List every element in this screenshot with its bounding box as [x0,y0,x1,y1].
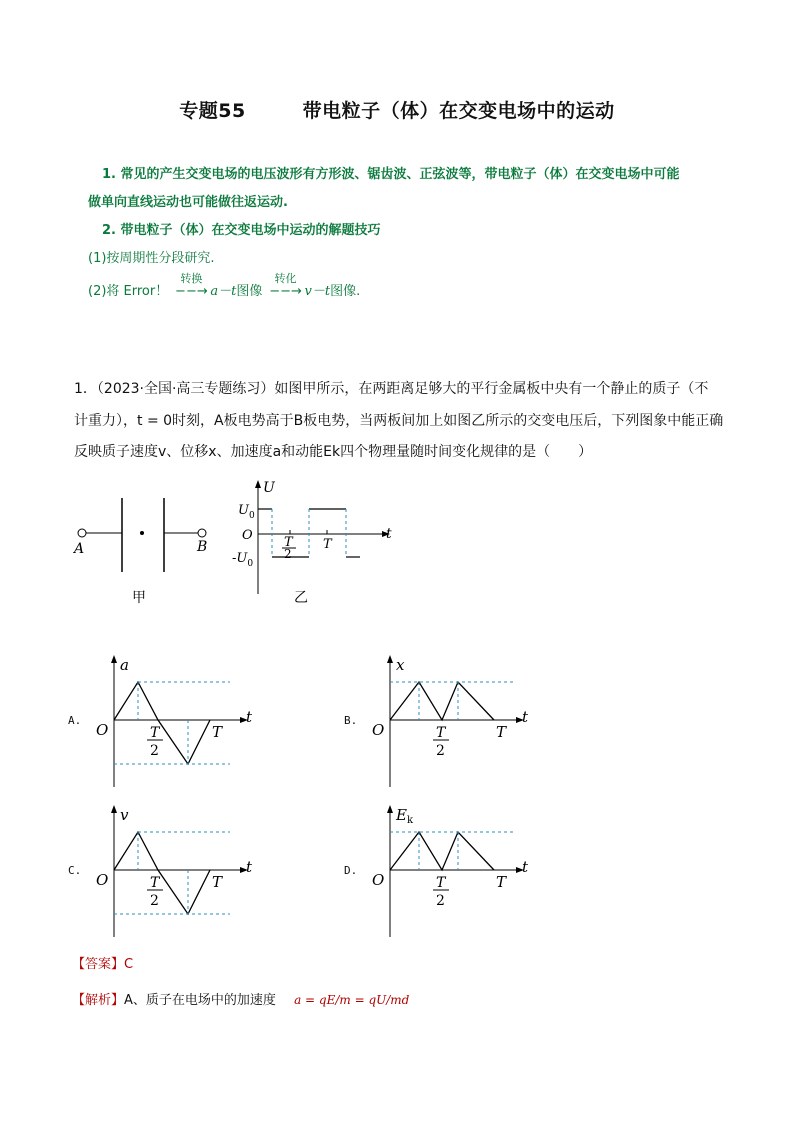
tip-4-c: 图像 [236,284,263,299]
tip-3: (1)按周期性分段研究. [88,251,215,266]
option-graph [370,802,570,942]
period-label: T [496,723,507,741]
y-axis-label: a [120,656,129,674]
y-axis-label: x [396,656,405,674]
label-b: B [197,539,208,555]
origin-label: O [372,871,385,889]
answer-line: 【答案】C [72,957,134,972]
label-half-den: 2 [284,547,292,561]
tip-4-at: a－t [210,284,237,299]
half-period-den: 2 [436,743,445,759]
label-u0 [238,503,255,521]
half-period-num: T [436,875,446,891]
caption-jia: 甲 [132,590,146,606]
origin-label: O [372,721,385,739]
label-t: t [386,526,392,542]
tip-2: 2. 带电粒子（体）在交变电场中运动的解题技巧 [102,223,381,238]
convert-arrow-2 [267,272,305,299]
terminal-b [198,529,206,537]
title-main: 带电粒子（体）在交变电场中的运动 [302,100,615,122]
page-title [0,96,794,123]
dash-arrow-icon: −−→ [175,284,208,299]
label-half-num: T [284,535,293,550]
t-axis-label: t [246,858,253,876]
y-axis-arrow [111,655,117,663]
question-line2: 计重力），t = 0时刻，A板电势高于B板电势，当两板间加上如图乙所示的交变电压后，下列图象中能正确 [74,413,724,429]
half-period-den: 2 [150,893,159,909]
origin-label: O [96,871,109,889]
option-label[interactable]: C. [68,864,82,877]
convert-arrow-1-label: 转换 [180,272,203,285]
caption-yi: 乙 [294,590,308,606]
origin-label: O [96,721,109,739]
series-line [114,832,210,914]
tip-1-line2: 做单向直线运动也可能做往返运动. [88,195,288,210]
tip-4-e: 图像. [330,284,361,299]
half-period-num: T [150,875,160,891]
y-axis-label: $E_k$ [396,806,414,826]
label-u0-main: U [238,503,249,518]
period-label: T [212,873,223,891]
convert-arrow-2-label: 转化 [274,272,297,285]
label-neg-u0-sub: 0 [247,559,254,569]
y-axis-arrow [387,805,393,813]
half-period-num: T [150,725,160,741]
dash-arrow-icon: −−→ [269,284,302,299]
half-period-num: T [436,725,446,741]
label-u0-sub: 0 [248,511,255,521]
analysis-label: 【解析】 [72,993,125,1008]
tip-1-line1: 1. 常见的产生交变电场的电压波形有方形波、锯齿波、正弦波等，带电粒子（体）在交变电场中可能 [102,167,680,182]
label-period: T [323,537,332,552]
option-label[interactable]: A. [68,714,82,727]
option-graph [370,652,570,792]
option-graph [94,652,294,792]
option-label[interactable]: D. [344,864,358,877]
half-period-den: 2 [150,743,159,759]
figure-yi-voltage [226,478,406,608]
half-period-den: 2 [436,893,445,909]
tip-4 [88,272,361,299]
figure-jia-plates [70,490,220,610]
label-origin: O [242,528,253,543]
series-line [390,682,494,720]
label-neg-u0 [232,551,253,569]
label-neg-u0-main: -U [232,551,248,566]
label-u: U [263,480,275,496]
analysis-formula: a = qE/m = qU/md [294,993,410,1007]
y-axis-sub: k [406,815,414,826]
convert-arrow-1 [172,272,210,299]
period-label: T [212,723,223,741]
period-label: T [496,873,507,891]
series-line [114,682,210,764]
y-axis-label: v [120,806,129,824]
proton-dot [140,531,144,535]
tip-4-vt: v－t [304,284,331,299]
t-axis-label: t [522,708,529,726]
y-axis-arrow [387,655,393,663]
series-line [390,832,494,870]
t-axis-label: t [246,708,253,726]
t-axis-label: t [522,858,529,876]
analysis-text: A、质子在电场中的加速度 [124,993,276,1008]
question-line1: 1．（2023·全国·高三专题练习）如图甲所示，在两距离足够大的平行金属板中央有一个静止的质子（不 [74,381,709,397]
title-prefix: 专题55 [179,100,246,122]
option-label[interactable]: B. [344,714,358,727]
terminal-a [78,529,86,537]
analysis-line [72,989,409,1008]
question-line3: 反映质子速度v、位移x、加速度a和动能Ek四个物理量随时间变化规律的是（ ） [74,444,593,460]
option-graph [94,802,294,942]
y-axis-arrow [111,805,117,813]
label-a: A [74,541,85,557]
u-axis-arrow [255,480,261,488]
tip-4-a: (2)将 Error！ [88,284,169,299]
